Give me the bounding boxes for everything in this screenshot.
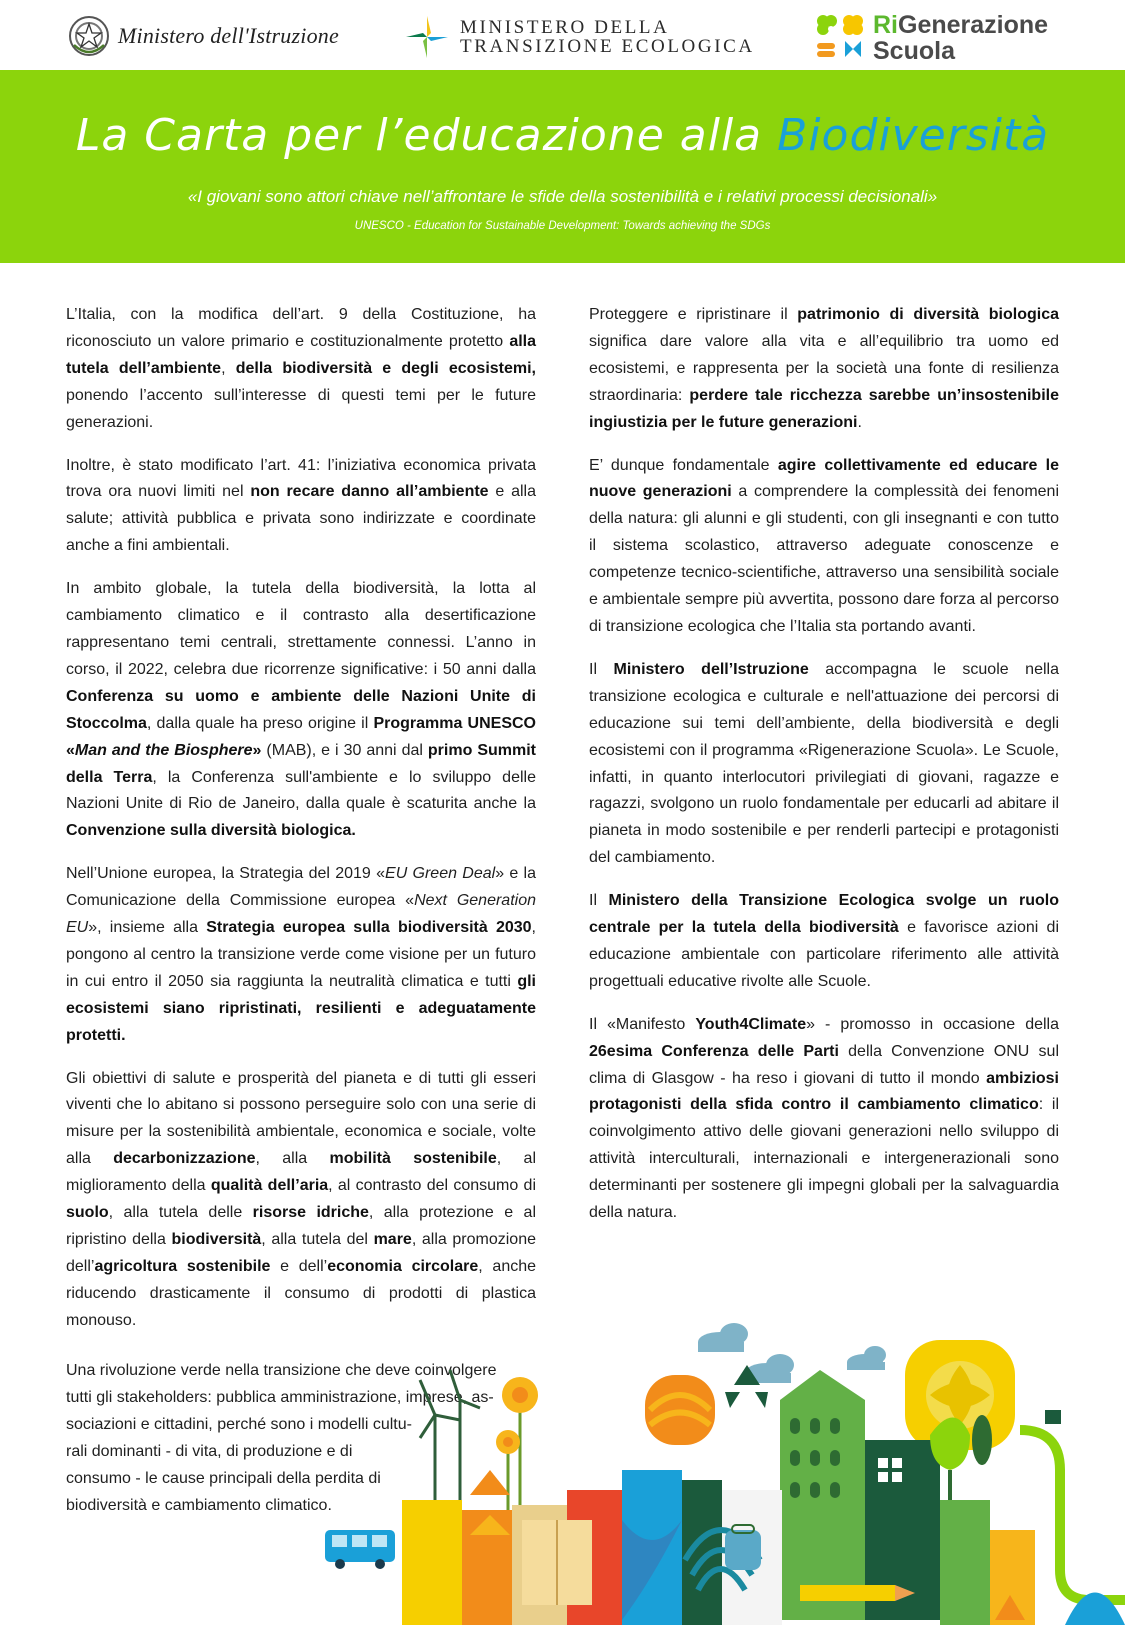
paragraph-agire-collettivamente: E’ dunque fondamentale agire collettivamente ed educare le nuove generazioni a comprendere la complessità dei fenomeni della natura: gli alunni e gli studenti, con gli insegnanti e con tutto il sistema scolastico, attraverso adeguate conoscenze e competenze tecnico-scientifiche, attraverso una sensibilità sociale e ambientale sempre più avvertita, possono dare forza al percorso di transizione ecologica che l’Italia sta portando avanti. xyxy=(589,456,1060,635)
backpack-icon xyxy=(725,1525,761,1570)
book-icon xyxy=(522,1520,592,1605)
pencil-icon xyxy=(800,1585,915,1601)
rig-rest-text: Generazione xyxy=(898,11,1049,39)
banner-quote: «I giovani sono attori chiave nell’affrontare le sfide della sostenibilità e i relativi processi decisionali» xyxy=(187,187,938,206)
water-tap-icon xyxy=(1020,1430,1125,1600)
logos-header xyxy=(0,0,1125,70)
wind-turbine-icon xyxy=(420,1370,480,1520)
mte-name-line1: MINISTERO DELLA xyxy=(460,17,670,38)
italian-emblem-icon xyxy=(68,15,110,57)
title-banner xyxy=(0,70,1125,263)
logo-ministero-transizione-ecologica xyxy=(404,14,755,60)
rigenerazione-flower-icon xyxy=(815,13,865,63)
paragraph-unione-europea: Nell’Unione europea, la Strategia del 2019 «EU Green Deal» e la Comunicazione della Commissione europea «Next Generation EU», insieme alla Strategia europea sulla biodiversità 2030, pongono al centro la transizione verde come visione per un futuro in cui entro il 2050 sia raggiunta la neutralità climatica e tutti gli ecosistemi siano ripristinati, resilienti e adeguatamente protetti. xyxy=(66,865,536,1044)
bus-icon xyxy=(325,1530,395,1569)
ecology-star-icon xyxy=(404,14,450,60)
ministero-istruzione-name: Ministero dell'Istruzione xyxy=(118,23,339,48)
orange-sun-icon xyxy=(645,1375,715,1445)
paragraph-ministero-transizione: Il Ministero della Transizione Ecologica svolge un ruolo centrale per la tutela della biodiversità e favorisce azioni di educazione ambientale con particolare riferimento alle attività progettuali educative rivolte alle Scuole. xyxy=(589,892,1059,990)
rig-ri-text: Ri xyxy=(873,11,898,39)
paragraph-ambito-globale: In ambito globale, la tutela della biodiversità, la lotta al cambiamento climatico e il contrasto alla desertificazione rappresentano temi centrali, strettamente connessi. L’anno in corso, il 2022, celebra due ricorrenze significative: i 50 anni dalla Conferenza su uomo e ambiente delle Nazioni Unite di Stoccolma, dalla quale ha preso origine il Programma UNESCO «Man and the Biosphere» (MAB), e i 30 anni dal primo Summit della Terra, la Conferenza sull'ambiente e lo sviluppo delle Nazioni Unite di Rio de Janeiro, dalla quale è scaturita anche la Convenzione sulla diversità biologica. xyxy=(66,580,536,840)
rig-scuola-text: Scuola xyxy=(873,37,955,65)
banner-quote-source: UNESCO - Education for Sustainable Development: Towards achieving the SDGs xyxy=(354,220,771,232)
paragraph-costituzione-art9: L’Italia, con la modifica dell’art. 9 della Costituzione, ha riconosciuto un valore primario e costituzionalmente protetto alla tutela dell’ambiente, della biodiversità e degli ecosistemi, ponendo l’accento sull’interesse di questi temi per le future generazioni. xyxy=(66,306,537,431)
left-column xyxy=(66,302,536,1351)
page-title xyxy=(0,110,1125,161)
page-title-highlight: Biodiversità xyxy=(777,110,1050,161)
paragraph-patrimonio-biologico: Proteggere e ripristinare il patrimonio di diversità biologica significa dare valore alla vita e all’equilibrio tra uomo ed ecosistemi, e rappresenta per la società una fonte di resilienza straordinaria: perdere tale ricchezza sarebbe un’insostenibile ingiustizia per le future generazioni. xyxy=(589,306,1059,431)
paragraph-obiettivi-salute: Gli obiettivi di salute e prosperità del pianeta e di tutti gli esseri viventi che lo abitano si possono perseguire solo con una serie di misure per la sostenibilità ambientale, economica e sociale, volte alla decarbonizzazione, alla mobilità sostenibile, al miglioramento della qualità dell’aria, al contrasto del consumo di suolo, alla tutela delle risorse idriche, alla protezione e al ripristino della biodiversità, alla tutela del mare, alla promozione dell’agricoltura sostenibile e dell’economia circolare, anche riducendo drasticamente il consumo di prodotti di plastica monouso. xyxy=(66,1069,537,1329)
logo-ministero-istruzione xyxy=(68,15,339,57)
tap-handle-icon xyxy=(1045,1410,1061,1424)
logo-rigenerazione-scuola xyxy=(815,12,1048,64)
cloud-icon xyxy=(698,1323,748,1352)
right-column xyxy=(589,302,1059,1243)
paragraph-rivoluzione-verde: Una rivoluzione verde nella transizione che deve coinvolgere tutti gli stakeholders: pubblica amministrazione, imprese, as- sociazioni e cittadini, perché sono i modelli cultu- rali dominanti - di vita, di produzione e di consumo - le cause principali della perdita di biodiversità e cambiamento climatico. xyxy=(66,1362,497,1514)
paragraph-costituzione-art41: Inoltre, è stato modificato l’art. 41: l’iniziativa economica privata trova ora nuovi limiti nel non recare danno all’ambiente e alla salute; attività pubblica e privata sono indirizzate e coordinate anche a fini ambientali. xyxy=(66,456,537,555)
mte-name-line2: TRANSIZIONE ECOLOGICA xyxy=(460,36,755,57)
cloud-icon xyxy=(847,1346,886,1370)
sustainable-city-illustration xyxy=(320,1320,1125,1625)
paragraph-ministero-istruzione: Il Ministero dell’Istruzione accompagna le scuole nella transizione ecologica e culturale e nell'attuazione dei percorsi di educazione sui temi dell’ambiente, della biodiversità e degli ecosistemi con il programma «Rigenerazione Scuola». Le Scuole, infatti, in quanto interlocutori privilegiati di giovani, ragazze e ragazzi, svolgono un ruolo fondamentale per educarli ad abitare il pianeta in modo sostenibile e per renderli partecipi e protagonisti del cambiamento. xyxy=(589,660,1059,867)
page-title-main: La Carta per l’educazione alla xyxy=(75,110,778,161)
ground-blocks xyxy=(402,1470,1125,1625)
paragraph-youth4climate: Il «Manifesto Youth4Climate» - promosso in occasione della 26esima Conferenza delle Parti della Convenzione ONU sul clima di Glasgow - ha reso i giovani di tutto il mondo ambiziosi protagonisti della sfida contro il cambiamento climatico: il coinvolgimento attivo delle giovani generazioni nello sviluppo di attività interculturali, internazionali e intergenerazionali sono determinanti per sostenere gli impegni globali per la salvaguardia della natura. xyxy=(589,1015,1060,1222)
